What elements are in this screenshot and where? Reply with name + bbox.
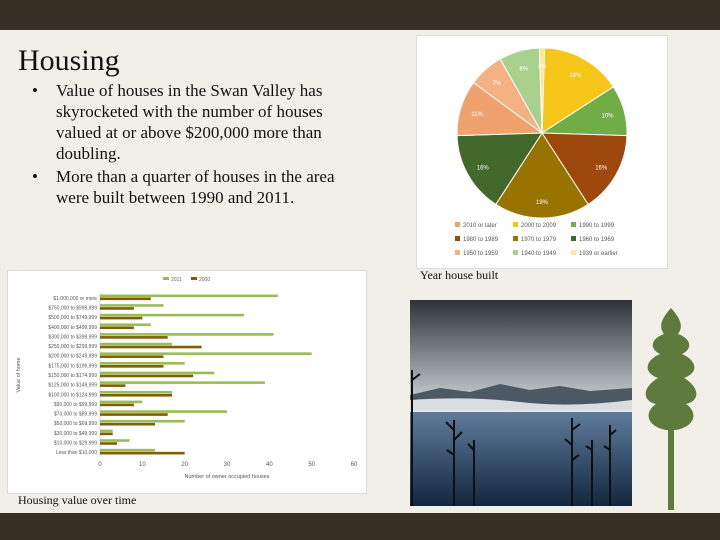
category-label: $30,000 to $49,999	[53, 430, 97, 437]
bar	[100, 381, 265, 384]
category-label: $125,000 to $149,999	[48, 382, 97, 389]
pie-caption: Year house built	[420, 268, 499, 282]
bar	[100, 346, 202, 349]
bar	[100, 423, 155, 426]
pie-data-label: 7%	[492, 81, 502, 88]
bar	[100, 452, 185, 455]
pie-data-label: 10%	[601, 113, 614, 120]
bar	[100, 307, 134, 310]
legend-label: 1980 to 1989	[463, 237, 499, 243]
slide-title: Housing	[18, 44, 120, 77]
bar	[100, 298, 151, 301]
y-axis-label: Value of home	[16, 357, 22, 393]
pie-data-label: 19%	[535, 200, 549, 206]
x-tick-label: 10	[138, 462, 146, 468]
legend-label: 2000 to 2009	[521, 223, 557, 229]
x-tick-label: 0	[98, 462, 102, 468]
legend-swatch	[455, 222, 460, 227]
pine-tree-graphic	[636, 308, 706, 510]
legend-label: 2000	[199, 277, 211, 283]
bar	[100, 433, 113, 436]
bar	[100, 375, 193, 378]
bullet-item	[18, 166, 358, 208]
category-label: $150,000 to $174,999	[48, 373, 97, 379]
category-label: $175,000 to $199,999	[48, 363, 97, 370]
x-tick-label: 40	[265, 462, 273, 468]
x-axis-label: Number of owner occupied houses	[184, 474, 270, 480]
x-tick-label: 50	[308, 462, 316, 468]
legend-swatch	[571, 222, 576, 227]
bar	[100, 442, 117, 445]
landscape-photo	[410, 300, 632, 506]
bullet-dot: •	[32, 81, 38, 100]
legend-swatch	[163, 277, 169, 280]
pie-chart-panel	[416, 35, 668, 269]
category-label: $200,000 to $249,999	[48, 353, 97, 360]
category-label: $70,000 to $89,999	[53, 411, 97, 418]
category-label: $1,000,000 or more	[53, 295, 97, 302]
bar	[100, 410, 227, 413]
pie-data-label: 8%	[519, 66, 529, 73]
legend-label: 2011	[171, 277, 182, 283]
pie-data-label: 16%	[569, 72, 582, 79]
category-label: $300,000 to $399,999	[48, 334, 97, 341]
bar	[100, 394, 172, 397]
category-label: $50,000 to $69,999	[53, 421, 97, 428]
legend-swatch	[191, 277, 197, 280]
category-label: Less than $10,000	[55, 450, 97, 457]
legend-label: 1939 or earlier	[579, 251, 618, 257]
category-label: $90,000 to $99,999	[53, 401, 97, 408]
category-label: $250,000 to $299,999	[48, 344, 97, 351]
bullet-text: More than a quarter of houses in the area were built between 1990 and 2011.	[56, 167, 335, 207]
bar-chart	[8, 271, 366, 493]
bar	[100, 391, 172, 394]
bar	[100, 439, 130, 442]
bar	[100, 413, 168, 416]
bar	[100, 323, 151, 326]
bar	[100, 384, 125, 387]
bar	[100, 314, 244, 317]
legend-swatch	[513, 222, 518, 227]
bar	[100, 326, 134, 329]
bullet-dot: •	[32, 167, 38, 186]
category-label: $500,000 to $749,999	[48, 315, 97, 322]
category-label: $400,000 to $499,999	[48, 324, 97, 331]
top-band	[0, 0, 720, 30]
bar	[100, 304, 164, 307]
bullet-list	[18, 80, 358, 210]
legend-label: 2010 or later	[463, 223, 497, 229]
bottom-band	[0, 513, 720, 540]
category-label: $10,000 to $29,999	[53, 440, 97, 447]
legend-label: 1940 to 1949	[521, 251, 557, 257]
bar	[100, 352, 312, 355]
pie-data-label: 11%	[471, 111, 483, 118]
bar	[100, 343, 172, 346]
legend-label: 1950 to 1959	[463, 251, 499, 257]
bar	[100, 333, 274, 336]
legend-swatch	[571, 250, 576, 255]
category-label: $100,000 to $124,999	[48, 392, 97, 399]
legend-label: 1990 to 1999	[579, 223, 615, 229]
bar	[100, 372, 214, 375]
x-tick-label: 20	[181, 462, 189, 468]
pie-data-label: 16%	[476, 165, 489, 172]
bar-chart-panel	[7, 270, 367, 494]
bar	[100, 295, 278, 298]
legend-label: 1970 to 1979	[521, 237, 557, 243]
legend-swatch	[455, 236, 460, 241]
legend-label: 1960 to 1969	[579, 237, 615, 243]
bar	[100, 365, 164, 368]
bar	[100, 401, 142, 404]
legend-swatch	[571, 236, 576, 241]
bar	[100, 336, 168, 339]
x-tick-label: 60	[350, 462, 358, 468]
bar	[100, 317, 142, 320]
pie-data-label: 1%	[537, 64, 547, 70]
bar	[100, 355, 164, 358]
category-label: $750,000 to $999,999	[48, 305, 97, 312]
legend-swatch	[513, 236, 518, 241]
bullet-item	[18, 80, 358, 164]
bullet-text: Value of houses in the Swan Valley has skyrocketed with the number of houses valued at or above $200,000 more than doubling.	[56, 81, 323, 163]
pie-chart	[417, 36, 667, 268]
bar	[100, 404, 134, 407]
bar-caption: Housing value over time	[18, 493, 137, 507]
bar	[100, 449, 155, 452]
legend-swatch	[455, 250, 460, 255]
x-tick-label: 30	[223, 462, 231, 468]
bar	[100, 362, 185, 365]
bar	[100, 430, 113, 433]
pie-data-label: 16%	[595, 165, 608, 172]
legend-swatch	[513, 250, 518, 255]
bar	[100, 420, 185, 423]
